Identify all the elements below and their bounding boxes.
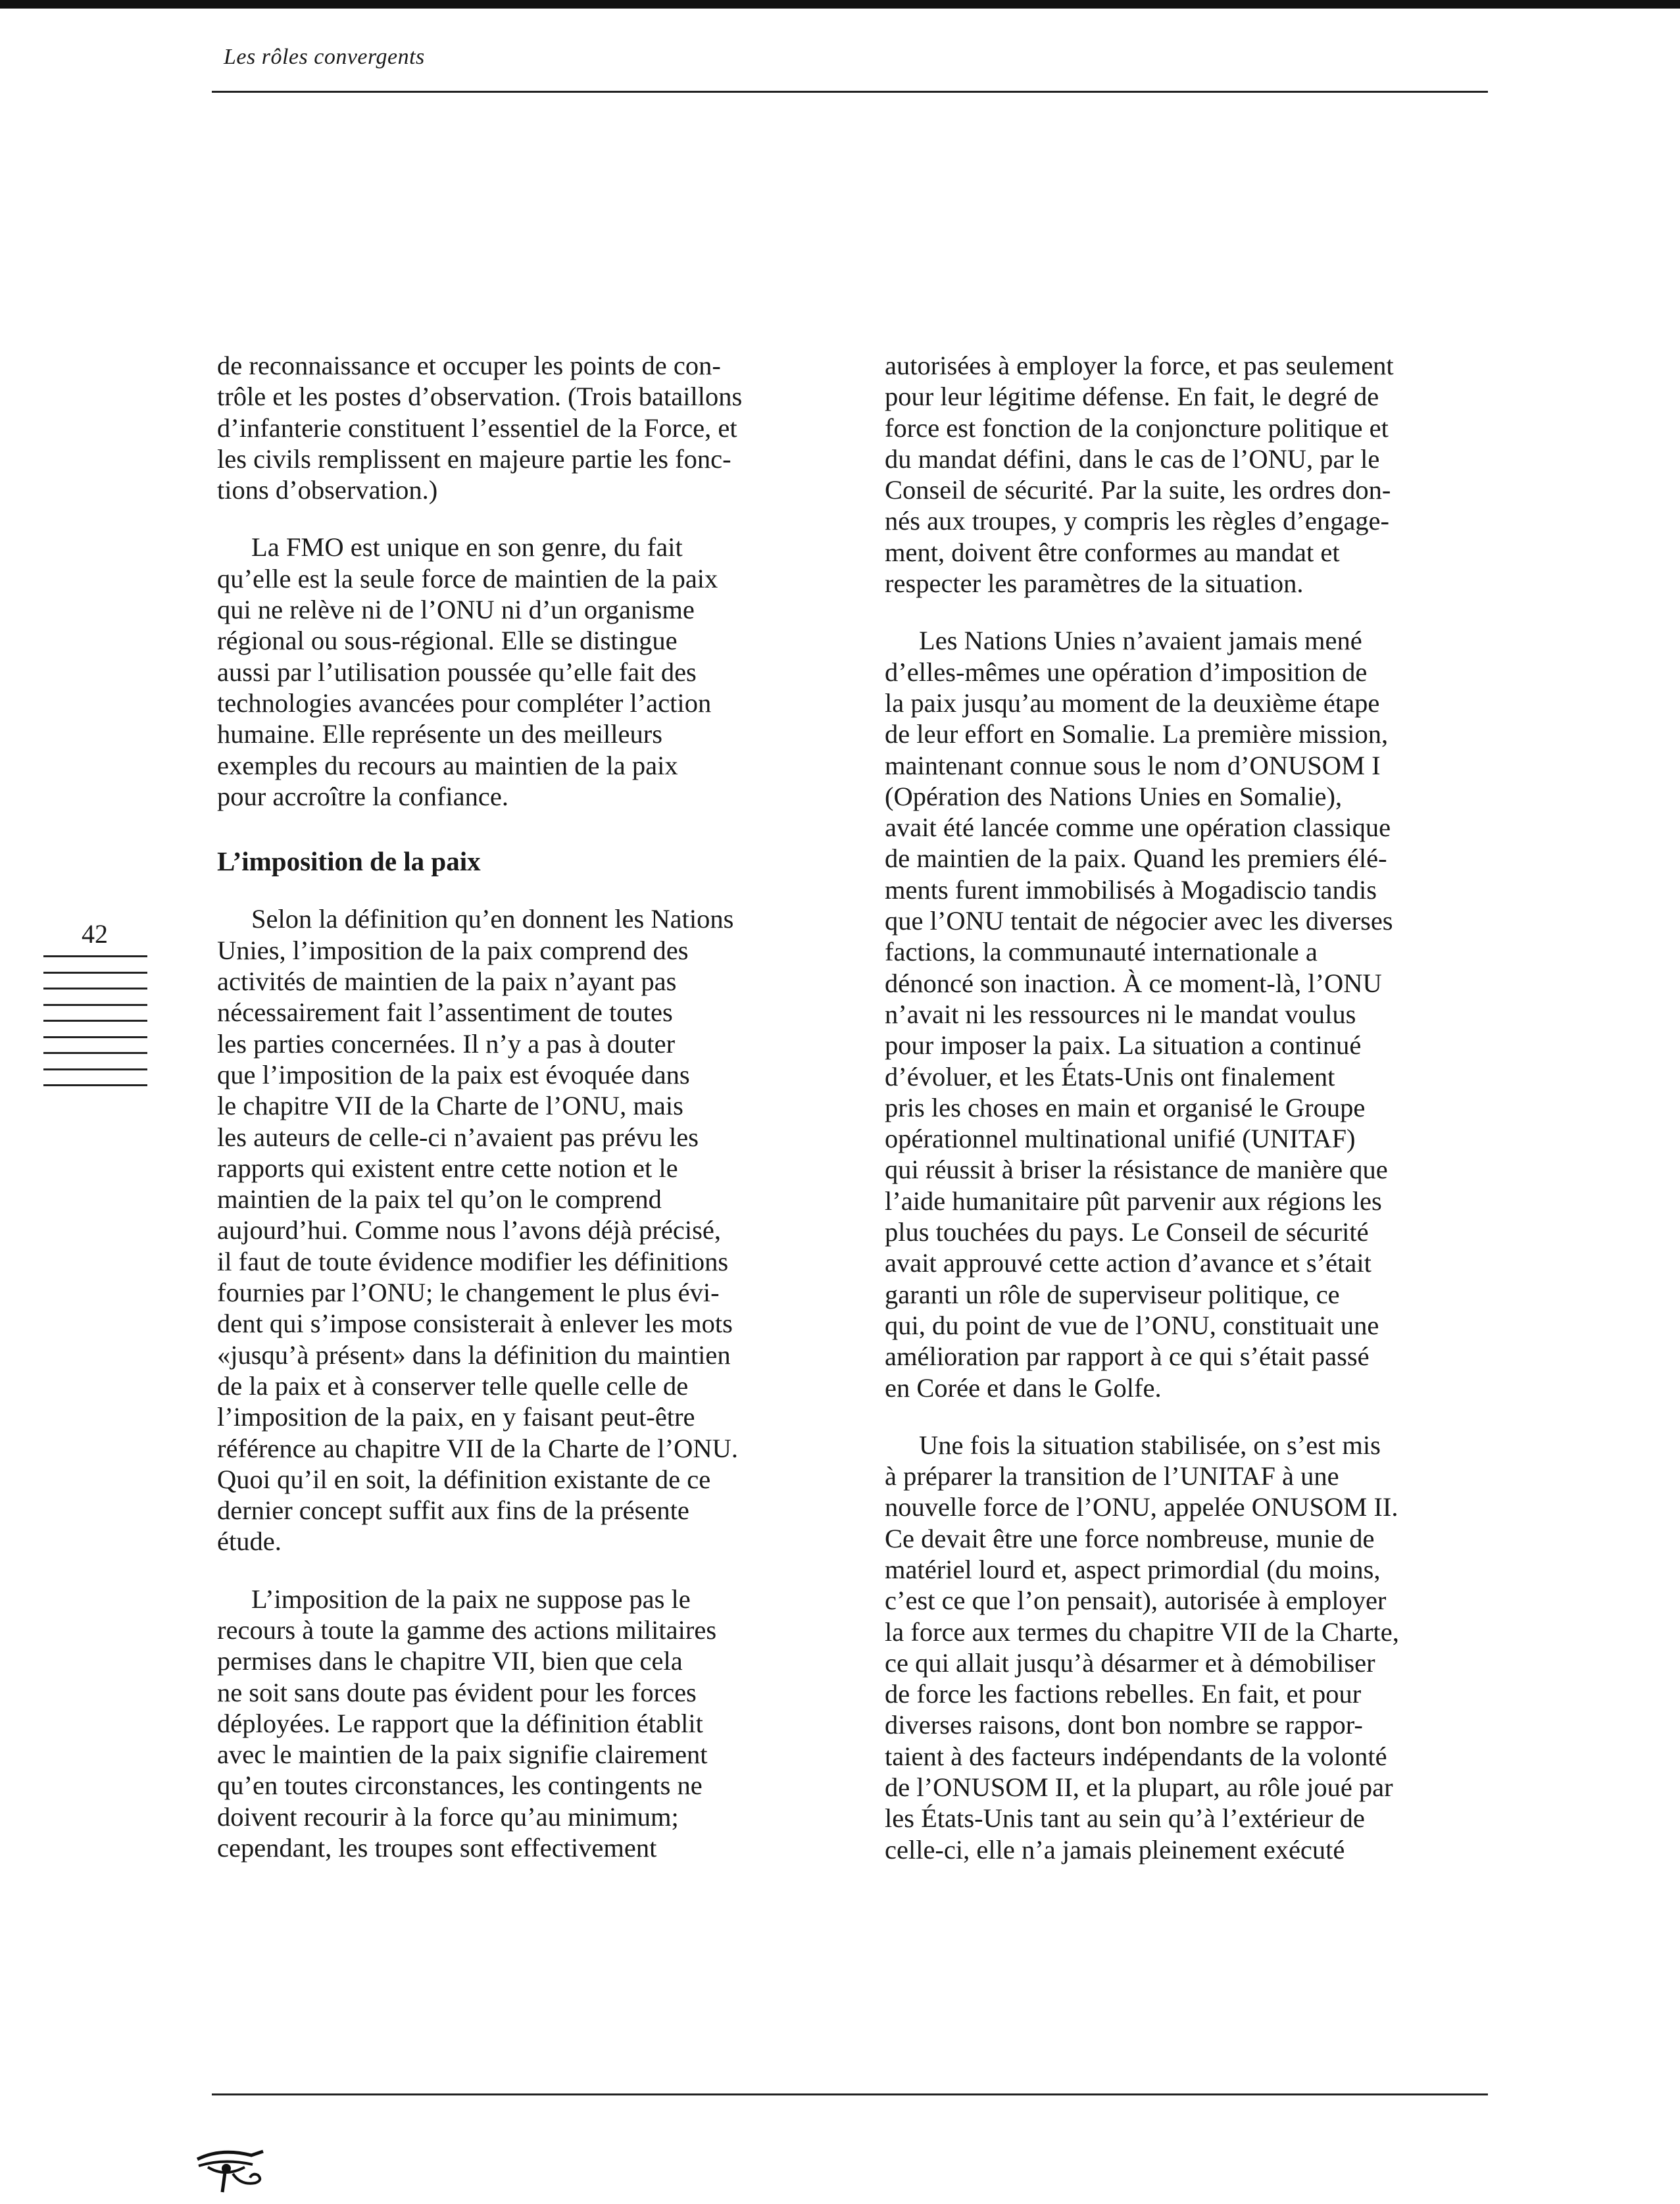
text-line: avec le maintien de la paix signifie clairement [217, 1740, 708, 1770]
text-line: opérationnel multinational unifié (UNITAF) [885, 1124, 1356, 1154]
text-line: Selon la définition qu’en donnent les Nations [251, 904, 734, 934]
paragraph [217, 532, 829, 812]
text-line: pris les choses en main et organisé le Groupe [885, 1092, 1366, 1122]
margin-rule [43, 1020, 147, 1022]
text-line: dent qui s’impose consisterait à enlever les mots [217, 1309, 733, 1339]
text-line: technologies avancées pour compléter l’action [217, 688, 712, 718]
text-line: c’est ce que l’on pensait), autorisée à employer [885, 1586, 1387, 1616]
text-line: pour leur légitime défense. En fait, le degré de [885, 382, 1379, 412]
text-line: La FMO est unique en son genre, du fait [251, 532, 683, 563]
text-line: L’imposition de la paix ne suppose pas le [251, 1584, 691, 1614]
text-line: (Opération des Nations Unies en Somalie), [885, 781, 1343, 811]
text-line: recours à toute la gamme des actions militaires [217, 1615, 717, 1645]
text-line: nés aux troupes, y compris les règles d’engage- [885, 506, 1390, 536]
paragraph [885, 1430, 1490, 1865]
text-line: les États-Unis tant au sein qu’à l’extérieur de [885, 1803, 1365, 1834]
margin-rule [43, 988, 147, 989]
text-line: qui ne relève ni de l’ONU ni d’un organisme [217, 595, 695, 625]
text-line: en Corée et dans le Golfe. [885, 1372, 1162, 1403]
text-line: ce qui allait jusqu’à désarmer et à démobiliser [885, 1647, 1375, 1678]
text-line: garanti un rôle de superviseur politique, ce [885, 1279, 1340, 1309]
text-line: l’imposition de la paix, en y faisant peut-être [217, 1402, 695, 1432]
text-line: de reconnaissance et occuper les points de con- [217, 351, 721, 380]
text-line: que l’imposition de la paix est évoquée dans [217, 1059, 690, 1089]
text-line: ments furent immobilisés à Mogadiscio tandis [885, 874, 1377, 905]
text-line: d’évoluer, et les États-Unis ont finalement [885, 1061, 1335, 1091]
text-line: qui réussit à briser la résistance de manière que [885, 1155, 1388, 1185]
text-line: n’avait ni les ressources ni le mandat voulus [885, 999, 1356, 1029]
text-line: étude. [217, 1526, 282, 1557]
footer-rule [212, 2093, 1488, 2095]
text-line: de force les factions rebelles. En fait, et pour [885, 1679, 1362, 1709]
text-line: doivent recourir à la force qu’au minimum; [217, 1801, 679, 1832]
text-line: référence au chapitre VII de la Charte de l’ONU. [217, 1433, 738, 1463]
text-line: Conseil de sécurité. Par la suite, les ordres don- [885, 475, 1391, 505]
text-line: trôle et les postes d’observation. (Trois bataillons [217, 382, 743, 412]
text-line: force est fonction de la conjoncture politique et [885, 413, 1389, 443]
text-line: du mandat défini, dans le cas de l’ONU, par le [885, 443, 1380, 474]
text-line: de maintien de la paix. Quand les premiers élé- [885, 843, 1387, 874]
text-line: que l’ONU tentait de négocier avec les diverses [885, 906, 1393, 936]
text-line: Ce devait être une force nombreuse, munie de [885, 1523, 1375, 1553]
text-line: pour accroître la confiance. [217, 781, 508, 811]
text-line: il faut de toute évidence modifier les définitions [217, 1246, 729, 1276]
text-line: maintenant connue sous le nom d’ONUSOM I [885, 750, 1381, 780]
text-line: ne soit sans doute pas évident pour les forces [217, 1677, 697, 1707]
text-line: l’aide humanitaire pût parvenir aux régions les [885, 1186, 1382, 1216]
text-line: Quoi qu’il en soit, la définition existante de ce [217, 1464, 711, 1494]
text-line: la paix jusqu’au moment de la deuxième étape [885, 688, 1380, 718]
text-line: Unies, l’imposition de la paix comprend des [217, 935, 689, 965]
text-line: de la paix et à conserver telle quelle celle de [217, 1370, 689, 1401]
text-line: nécessairement fait l’assentiment de toutes [217, 997, 673, 1028]
text-line: le chapitre VII de la Charte de l’ONU, mais [217, 1091, 683, 1121]
text-line: qui, du point de vue de l’ONU, constituait une [885, 1310, 1379, 1340]
text-line: régional ou sous-régional. Elle se distingue [217, 626, 678, 656]
text-line: nouvelle force de l’ONU, appelée ONUSOM II. [885, 1492, 1398, 1522]
text-line: aujourd’hui. Comme nous l’avons déjà précisé, [217, 1215, 721, 1245]
text-line: ment, doivent être conformes au mandat et [885, 537, 1340, 567]
page-number: 42 [82, 919, 108, 949]
text-line: amélioration par rapport à ce qui s’était passé [885, 1341, 1370, 1372]
top-edge-bar [0, 0, 1680, 9]
text-line: aussi par l’utilisation poussée qu’elle fait des [217, 657, 697, 687]
text-line: qu’en toutes circonstances, les contingents ne [217, 1770, 703, 1801]
text-line: les parties concernées. Il n’y a pas à douter [217, 1028, 676, 1059]
paragraph [885, 350, 1490, 599]
text-line: de l’ONUSOM II, et la plupart, au rôle joué par [885, 1772, 1393, 1803]
text-line: «jusqu’à présent» dans la définition du maintien [217, 1340, 731, 1370]
text-line: dernier concept suffit aux fins de la présente [217, 1495, 689, 1526]
text-line: maintien de la paix tel qu’on le comprend [217, 1184, 662, 1215]
text-line: les auteurs de celle-ci n’avaient pas prévu les [217, 1122, 699, 1152]
text-line: activités de maintien de la paix n’ayant pas [217, 966, 677, 997]
paragraph [217, 903, 829, 1557]
paragraph [217, 1584, 829, 1864]
paragraph [885, 625, 1490, 1403]
text-line: Une fois la situation stabilisée, on s’est mis [919, 1430, 1381, 1460]
margin-rule [43, 972, 147, 974]
text-line: respecter les paramètres de la situation. [885, 568, 1304, 599]
margin-rule [43, 1052, 147, 1054]
text-line: plus touchées du pays. Le Conseil de sécurité [885, 1217, 1369, 1247]
text-line: tions d’observation.) [217, 475, 438, 505]
text-line: Les Nations Unies n’avaient jamais mené [919, 626, 1362, 656]
paragraph [217, 350, 829, 505]
text-line: autorisées à employer la force, et pas seulement [885, 351, 1394, 380]
margin-rule [43, 1068, 147, 1070]
running-head: Les rôles convergents [224, 45, 425, 69]
header-rule [212, 91, 1488, 93]
margin-rule [43, 1036, 147, 1038]
text-line: d’infanterie constituent l’essentiel de la Force, et [217, 413, 737, 443]
text-line: permises dans le chapitre VII, bien que cela [217, 1646, 683, 1676]
text-line: matériel lourd et, aspect primordial (du moins, [885, 1554, 1381, 1584]
text-line: rapports qui existent entre cette notion et le [217, 1153, 678, 1183]
text-line: déployées. Le rapport que la définition établit [217, 1708, 703, 1738]
right-column [885, 350, 1490, 1865]
text-line: à préparer la transition de l’UNITAF à une [885, 1461, 1339, 1491]
text-line: diverses raisons, dont bon nombre se rappor- [885, 1710, 1363, 1740]
text-line: exemples du recours au maintien de la paix [217, 750, 678, 780]
text-line: les civils remplissent en majeure partie les fonc- [217, 443, 731, 474]
text-line: humaine. Elle représente un des meilleurs [217, 719, 663, 749]
text-line: taient à des facteurs indépendants de la volonté [885, 1741, 1387, 1771]
margin-rule [43, 1084, 147, 1086]
text-line: qu’elle est la seule force de maintien de la paix [217, 563, 718, 593]
text-line: avait approuvé cette action d’avance et s’était [885, 1248, 1371, 1278]
text-line: celle-ci, elle n’a jamais pleinement exécuté [885, 1834, 1345, 1865]
left-column [217, 350, 829, 1863]
text-line: avait été lancée comme une opération classique [885, 813, 1391, 843]
text-line: d’elles-mêmes une opération d’imposition de [885, 657, 1368, 687]
text-line: la force aux termes du chapitre VII de la Charte, [885, 1616, 1399, 1647]
text-line: factions, la communauté internationale a [885, 937, 1318, 967]
margin-rules [43, 955, 147, 1101]
text-line: dénoncé son inaction. À ce moment-là, l’ONU [885, 968, 1382, 998]
text-line: pour imposer la paix. La situation a continué [885, 1030, 1362, 1061]
text-line: de leur effort en Somalie. La première mission, [885, 719, 1389, 749]
section-heading: L’imposition de la paix [217, 846, 481, 877]
margin-rule [43, 1004, 147, 1006]
eye-of-horus-icon [195, 2146, 267, 2199]
margin-rule [43, 955, 147, 957]
text-line: cependant, les troupes sont effectivement [217, 1833, 657, 1863]
text-line: fournies par l’ONU; le changement le plus évi- [217, 1278, 720, 1308]
